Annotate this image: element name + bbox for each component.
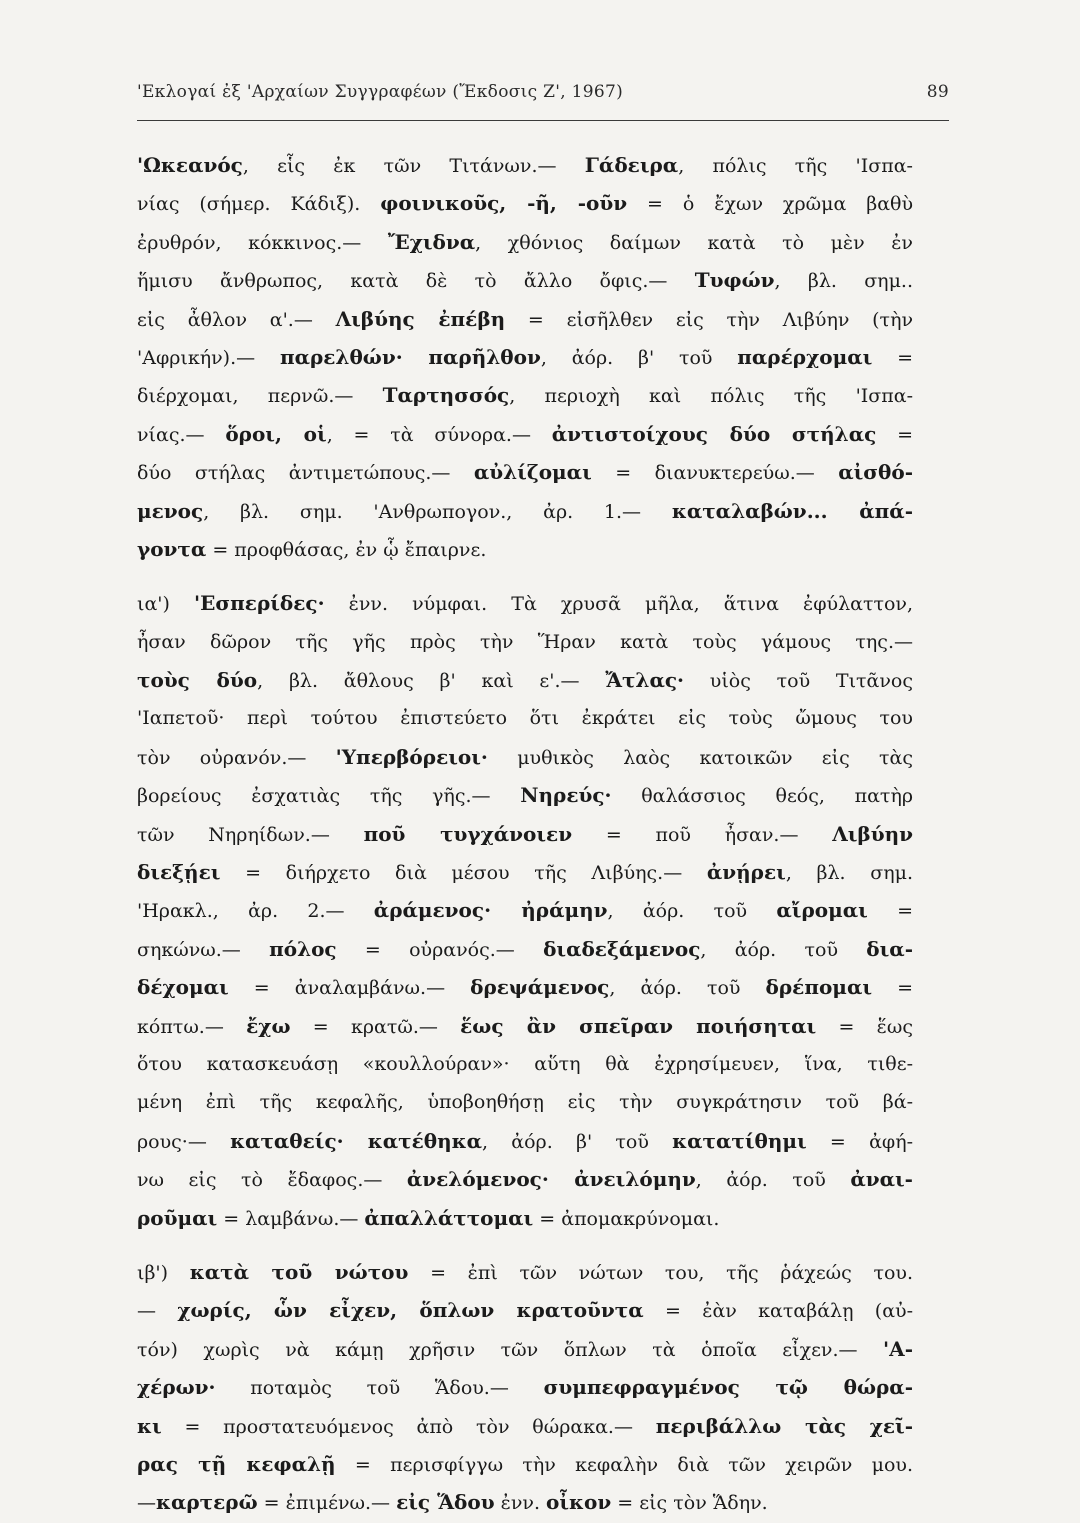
headword: πόλος [269,936,337,961]
headword: ἕως ἂν σπεῖραν ποιήσηται [460,1013,817,1038]
gloss-text: = [872,977,913,1000]
text-line [137,623,913,661]
text-line [137,1291,913,1329]
gloss-text: = ἀπομακρύνομαι. [533,1207,720,1230]
gloss-text: 'Ιαπετοῦ· περὶ τούτου ἐπιστεύετο ὅτι ἐκράτει εἰς τοὺς ὤμους του [137,707,913,730]
headword: 'Α- [883,1336,913,1361]
headword: καταλαβών... ἀπά- [671,498,913,523]
gloss-text: = [872,346,913,369]
headword: τοὺς δύο [137,668,258,693]
headword: χέρων· [137,1375,216,1400]
gloss-text: , ἀόρ. τοῦ [700,938,867,961]
headword: Νηρεύς· [520,783,612,808]
headword: κι [137,1413,162,1438]
text-line [137,376,913,414]
gloss-text: , εἷς ἐκ τῶν Τιτάνων.— [242,155,585,177]
headword: ἀνῄρει [706,860,786,885]
paragraph [137,1253,913,1522]
text-line [137,1368,913,1406]
headword: δρέπομαι [765,975,873,1000]
gloss-text: = ἐπιμένω.— [257,1492,397,1515]
headword: κατατίθημι [672,1128,807,1153]
headword: ἀπαλλάττομαι [364,1205,534,1230]
gloss-text: = ἐπὶ τῶν νώτων του, τῆς ῥάχεώς του. [408,1261,914,1284]
headword: Ἄτλας· [605,668,684,693]
gloss-text: ὅτου κατασκευάσῃ «κουλλούραν»· αὕτη θὰ ἐχρησίμευεν, ἵνα, τιθε- [137,1052,913,1075]
gloss-text: = διήρχετο διὰ μέσου τῆς Λιβύης.— [220,862,707,885]
headword: κατὰ τοῦ νώτου [189,1259,409,1284]
gloss-text: νίας.— [137,423,226,446]
headword: Ἔχιδνα [387,229,476,254]
gloss-text: ποταμὸς τοῦ Ἅδου.— [215,1377,544,1400]
gloss-text: = ἐὰν καταβάλῃ (αὐ- [643,1300,914,1323]
headword: ἀναι- [850,1167,913,1192]
gloss-text: , βλ. σημ.. [774,270,913,293]
headword: Ταρτησσός [382,383,510,408]
paragraph [137,584,913,1237]
gloss-text: εἰς ἆθλον α'.— [137,308,336,331]
gloss-text: ἐνν. νύμφαι. Τὰ χρυσᾶ μῆλα, ἅτινα ἐφύλαττον, [324,593,913,616]
gloss-text: , περιοχὴ καὶ πόλις τῆς 'Ισπα- [509,385,913,408]
gloss-text: , ἀόρ. τοῦ [695,1169,851,1192]
running-head [137,82,949,102]
gloss-text: ἐνν. [494,1492,547,1515]
gloss-text: 'Ηρακλ., ἀρ. 2.— [137,900,374,923]
text-line [137,1330,913,1368]
text-line [137,1445,913,1483]
gloss-text: 'Αφρικήν).— [137,346,280,369]
text-line [137,223,913,261]
gloss-text: = ὁ ἔχων χρῶμα βαθὺ [627,193,914,216]
gloss-text: δύο στήλας ἀντιμετώπους.— [137,462,474,485]
text-line [137,1083,913,1121]
gloss-text: , ἀόρ. τοῦ [609,977,766,1000]
gloss-text: = εἰς τὸν Ἅδην. [611,1492,768,1515]
gloss-text: = προφθάσας, ἐν ᾧ ἔπαιρνε. [206,538,487,561]
headword: μενος [137,498,204,523]
headword: 'Υπερβόρειοι· [335,744,488,769]
text-line [137,1407,913,1445]
gloss-text: = ἕως [816,1015,913,1038]
headword: αἴρομαι [776,898,868,923]
gloss-text: = ἀναλαμβάνω.— [228,977,471,1000]
gloss-text: — [137,1492,156,1515]
text-line [137,584,913,622]
gloss-text: , ἀόρ. β' τοῦ [482,1130,673,1153]
gloss-text: ια') [137,593,195,616]
gloss-text: κόπτω.— [137,1015,247,1038]
text-line [137,453,913,491]
gloss-text: , χθόνιος δαίμων κατὰ τὸ μὲν ἐν [475,231,913,254]
gloss-text: = διανυκτερεύω.— [591,462,839,485]
gloss-text: μυθικὸς λαὸς κατοικῶν εἰς τὰς [487,746,913,769]
headword: ροῦμαι [137,1205,218,1230]
paragraph-gap [137,568,913,584]
gloss-text: ρους·— [137,1130,231,1153]
gloss-text: θαλάσσιος θεός, πατὴρ [611,785,913,808]
gloss-text: = περισφίγγω τὴν κεφαλὴν διὰ τῶν χειρῶν μου. [335,1453,914,1476]
headword: ποῦ τυγχάνοιεν [363,821,573,846]
gloss-text: = προστατευόμενος ἀπὸ τὸν θώρακα.— [161,1415,656,1438]
text-line [137,415,913,453]
text-line [137,891,913,929]
gloss-text: , βλ. σημ. [785,862,913,885]
gloss-text: = εἰσῆλθεν εἰς τὴν Λιβύην (τὴν [505,308,913,331]
headword: παρέρχομαι [737,344,873,369]
gloss-text: = [876,423,913,446]
gloss-text: = ποῦ ἦσαν.— [572,823,833,846]
text-line [137,530,913,568]
gloss-text: , = τὰ σύνορα.— [326,423,552,446]
text-line [137,699,913,737]
headword: παρελθών· παρῆλθον [279,344,541,369]
gloss-text: βορείους ἐσχατιὰς τῆς γῆς.— [137,785,521,808]
text-line [137,1045,913,1083]
headword: αἰσθό- [838,460,914,485]
gloss-text: νω εἰς τὸ ἔδαφος.— [137,1169,407,1192]
gloss-text: = οὐρανός.— [336,938,544,961]
gloss-text: ἐρυθρόν, κόκκινος.— [137,231,388,254]
gloss-text: ἥμισυ ἄνθρωπος, κατὰ δὲ τὸ ἄλλο ὄφις.— [137,270,695,293]
text-line [137,1253,913,1291]
headword: καταθείς· κατέθηκα [230,1128,483,1153]
headword: ρας τῇ κεφαλῇ [137,1451,336,1476]
gloss-text: , ἀόρ. β' τοῦ [540,346,738,369]
headword: ἀντιστοίχους δύο στήλας [551,421,877,446]
headword: καρτερῶ [156,1490,258,1515]
headword: διαδεξάμενος [543,936,701,961]
headword: συμπεφραγμένος τῷ θώρα- [543,1375,913,1400]
headword: χωρίς, ὧν εἶχεν, ὅπλων κρατοῦντα [177,1298,644,1323]
gloss-text: , βλ. ἄθλους β' καὶ ε'.— [257,670,606,693]
paragraph-gap [137,1237,913,1253]
header-rule [137,120,949,121]
text-line [137,853,913,891]
text-line [137,1122,913,1160]
text-line [137,146,913,184]
headword: ἀράμενος· ἠράμην [373,898,608,923]
text-line [137,1007,913,1045]
gloss-text: μένη ἐπὶ τῆς κεφαλῆς, ὑποβοηθήσῃ εἰς τὴν συγκράτησιν τοῦ βά- [137,1091,913,1114]
text-line [137,338,913,376]
text-line [137,738,913,776]
headword: γοντα [137,536,207,561]
gloss-text: νίας (σήμερ. Κάδιξ). [137,193,381,216]
gloss-text: τῶν Νηρηίδων.— [137,823,364,846]
gloss-text: = ἀφή- [806,1130,914,1153]
text-line [137,1199,913,1237]
gloss-text: ἦσαν δῶρον τῆς γῆς πρὸς τὴν Ἥραν κατὰ τοὺς γάμους της.— [137,630,913,653]
text-line [137,261,913,299]
gloss-text: = [867,900,914,923]
text-line [137,184,913,222]
gloss-text: , βλ. σημ. 'Ανθρωπογον., ἀρ. 1.— [203,500,672,523]
headword: 'Εσπερίδες· [194,591,325,616]
headword: εἰς Ἅδου [396,1490,495,1515]
headword: δρεψάμενος [470,975,610,1000]
headword: ἔχω [246,1013,291,1038]
page-number: 89 [926,82,949,102]
headword: Λιβύην [832,821,913,846]
headword: δια- [866,936,913,961]
text-line [137,1160,913,1198]
gloss-text: , ἀόρ. τοῦ [607,900,777,923]
headword: ὅροι, οἱ [225,421,327,446]
gloss-text: = κρατῶ.— [290,1015,461,1038]
text-line [137,661,913,699]
running-head-title: 'Εκλογαί ἐξ 'Αρχαίων Συγγραφέων (Ἔκδοσις Ζ', 1967) [137,82,624,102]
headword: οἶκον [546,1490,612,1515]
paragraph [137,146,913,568]
gloss-text: σηκώνω.— [137,938,270,961]
gloss-text: = λαμβάνω.— [217,1207,365,1230]
gloss-text: τόν) χωρὶς νὰ κάμῃ χρῆσιν τῶν ὅπλων τὰ ὁποῖα εἶχεν.— [137,1338,884,1361]
headword: Λιβύης ἐπέβη [335,306,506,331]
body-text [137,146,913,1522]
text-line [137,815,913,853]
gloss-text: τὸν οὐρανόν.— [137,746,336,769]
text-line [137,968,913,1006]
gloss-text: διέρχομαι, περνῶ.— [137,385,383,408]
gloss-text: υἱὸς τοῦ Τιτᾶνος [683,670,914,693]
text-line [137,776,913,814]
headword: Γάδειρα [584,153,679,177]
gloss-text: , πόλις τῆς 'Ισπα- [678,155,913,177]
gloss-text: ιβ') [137,1261,190,1284]
headword: διεξῄει [137,860,221,885]
headword: ἀνελόμενος· ἀνειλόμην [406,1167,696,1192]
headword: περιβάλλω τὰς χεῖ- [655,1413,913,1438]
headword: φοινικοῦς, -ῆ, -οῦν [380,191,628,216]
text-line [137,300,913,338]
text-line [137,930,913,968]
headword: αὐλίζομαι [473,460,592,485]
headword: 'Ωκεανός [137,153,243,177]
gloss-text: — [137,1300,178,1323]
headword: Τυφών [694,268,775,293]
headword: δέχομαι [137,975,229,1000]
text-line [137,1483,913,1521]
text-line [137,492,913,530]
